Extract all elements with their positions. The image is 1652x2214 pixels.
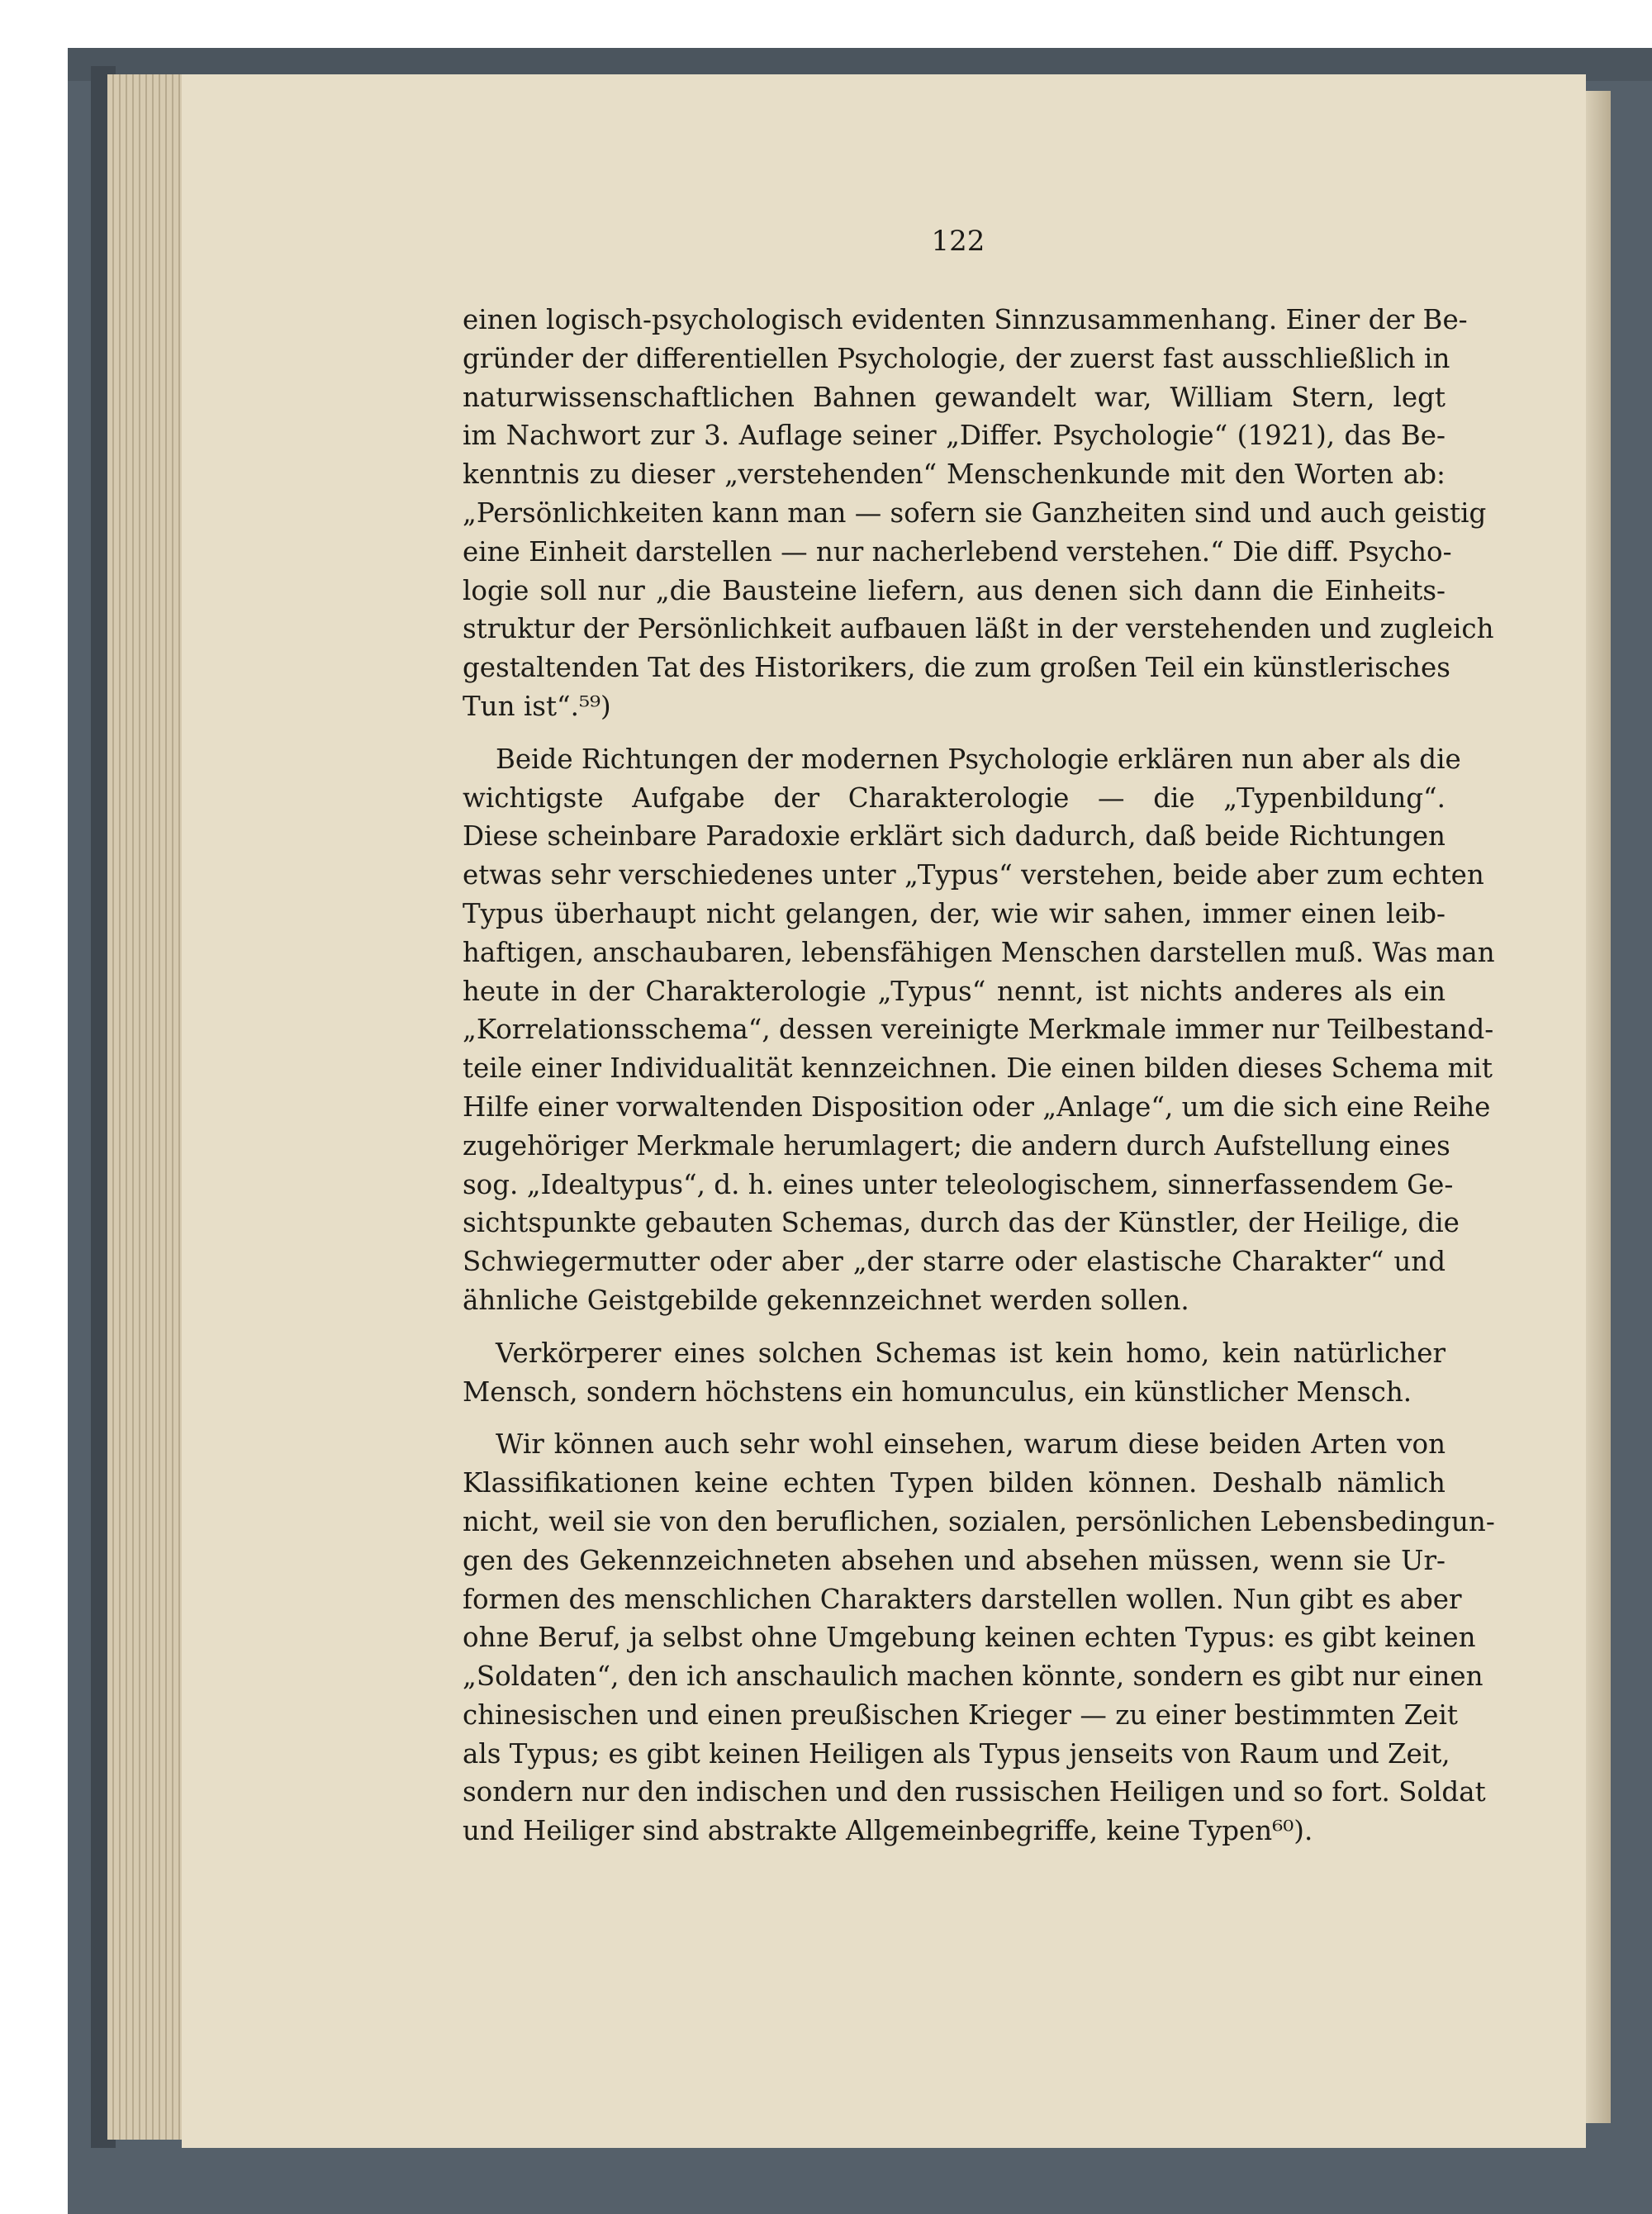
text-line: eine Einheit darstellen — nur nacherlebend verstehen.“ Die diff. Psycho- [463, 535, 1452, 568]
text-line: ohne Beruf, ja selbst ohne Umgebung keinen echten Typus: es gibt keinen [463, 1622, 1476, 1654]
text-line: zugehöriger Merkmale herumlagert; die andern durch Aufstellung eines [463, 1129, 1450, 1162]
text-line: naturwissenschaftlichen Bahnen gewandelt war, William Stern, legt [463, 381, 1446, 413]
text-line: teile einer Individualität kennzeichnen. Die einen bilden dieses Schema mit [463, 1052, 1493, 1085]
paragraph-2 [463, 740, 1495, 1320]
text-line: etwas sehr verschiedenes unter „Typus“ verstehen, beide aber zum echten [463, 859, 1484, 891]
text-line: Mensch, sondern höchstens ein homunculus, ein künstlicher Mensch. [463, 1375, 1412, 1408]
page-right-edge [1586, 91, 1611, 2123]
text-line: „Persönlichkeiten kann man — sofern sie Ganzheiten sind und auch geistig [463, 496, 1487, 529]
text-line: gen des Gekennzeichneten absehen und absehen müssen, wenn sie Ur- [463, 1544, 1446, 1576]
body-text [463, 301, 1495, 1865]
text-line: Typus überhaupt nicht gelangen, der, wie wir sahen, immer einen leib- [463, 897, 1446, 929]
paragraph-4 [463, 1425, 1495, 1851]
paragraph-3 [463, 1334, 1446, 1412]
text-line: chinesischen und einen preußischen Krieger — zu einer bestimmten Zeit [463, 1699, 1458, 1731]
text-line: Tun ist“.⁵⁹) [463, 690, 611, 722]
text-line: Hilfe einer vorwaltenden Disposition oder „Anlage“, um die sich eine Reihe [463, 1090, 1491, 1123]
text-line: Wir können auch sehr wohl einsehen, warum diese beiden Arten von [496, 1428, 1446, 1461]
text-line: sondern nur den indischen und den russischen Heiligen und so fort. Soldat [463, 1776, 1486, 1808]
text-line: heute in der Charakterologie „Typus“ nennt, ist nichts anderes als ein [463, 975, 1446, 1007]
text-line: nicht, weil sie von den beruflichen, sozialen, persönlichen Lebensbedingun- [463, 1505, 1495, 1537]
text-line: als Typus; es gibt keinen Heiligen als Typus jenseits von Raum und Zeit, [463, 1737, 1450, 1770]
text-line: gestaltenden Tat des Historikers, die zum großen Teil ein künstlerisches [463, 652, 1450, 684]
text-line: struktur der Persönlichkeit aufbauen läßt in der verstehenden und zugleich [463, 613, 1494, 645]
text-line: Beide Richtungen der modernen Psychologie erklären nun aber als die [496, 743, 1461, 775]
text-line: sog. „Idealtypus“, d. h. eines unter teleologischem, sinnerfassendem Ge- [463, 1168, 1454, 1200]
text-line: und Heiliger sind abstrakte Allgemeinbegriffe, keine Typen⁶⁰). [463, 1815, 1313, 1847]
text-line: im Nachwort zur 3. Auflage seiner „Differ. Psychologie“ (1921), das Be- [463, 420, 1446, 452]
text-line: formen des menschlichen Charakters darstellen wollen. Nun gibt es aber [463, 1583, 1462, 1615]
paragraph-1 [463, 301, 1494, 726]
text-line: „Korrelationsschema“, dessen vereinigte Merkmale immer nur Teilbestand- [463, 1014, 1494, 1046]
text-line: kenntnis zu dieser „verstehenden“ Menschenkunde mit den Worten ab: [463, 458, 1446, 491]
text-line: „Soldaten“, den ich anschaulich machen könnte, sondern es gibt nur einen [463, 1660, 1483, 1693]
text-line: Schwiegermutter oder aber „der starre oder elastische Charakter“ und [463, 1246, 1446, 1278]
text-line: haftigen, anschaubaren, lebensfähigen Menschen darstellen muß. Was man [463, 936, 1495, 968]
text-line: sichtspunkte gebauten Schemas, durch das der Künstler, der Heilige, die [463, 1207, 1460, 1239]
text-line: gründer der differentiellen Psychologie, der zuerst fast ausschließlich in [463, 342, 1450, 374]
text-line: Verkörperer eines solchen Schemas ist kein homo, kein natürlicher [496, 1337, 1446, 1369]
text-line: einen logisch-psychologisch evidenten Sinnzusammenhang. Einer der Be- [463, 304, 1468, 335]
text-line: Diese scheinbare Paradoxie erklärt sich dadurch, daß beide Richtungen [463, 820, 1446, 853]
text-line: logie soll nur „die Bausteine liefern, aus denen sich dann die Einheits- [463, 574, 1446, 606]
text-line: Klassifikationen keine echten Typen bilden können. Deshalb nämlich [463, 1467, 1446, 1499]
text-line: ähnliche Geistgebilde gekennzeichnet werden sollen. [463, 1284, 1189, 1316]
page-number: 122 [931, 225, 985, 258]
text-line: wichtigste Aufgabe der Charakterologie — die „Typenbildung“. [463, 782, 1446, 814]
